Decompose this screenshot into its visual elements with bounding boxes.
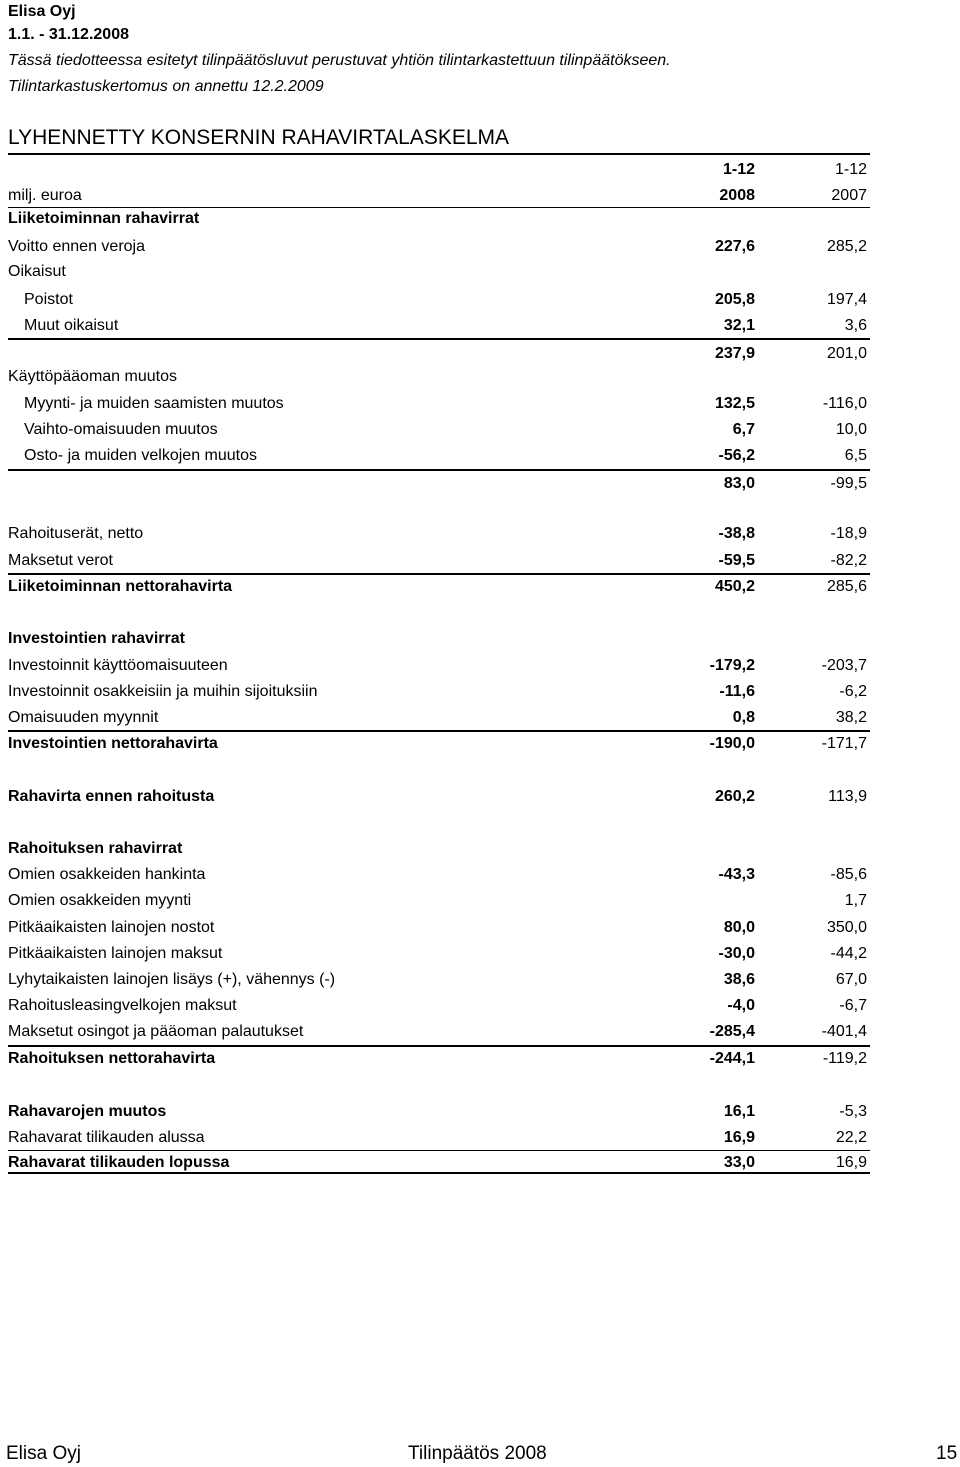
unit-label: milj. euroa <box>8 187 82 204</box>
table-row: Muut oikaisut 32,1 3,6 <box>24 317 867 334</box>
table-row: Omien osakkeiden myynti 1,7 <box>8 892 867 909</box>
table-row: 237,9 201,0 <box>714 345 867 362</box>
audit-note-line2: Tilintarkastuskertomus on annettu 12.2.2009 <box>8 78 324 95</box>
table-row: Rahoituksen rahavirrat <box>8 840 183 857</box>
table-row: Rahavarat tilikauden alussa 16,9 22,2 <box>8 1129 867 1146</box>
bottom-rule <box>8 1172 870 1174</box>
total-rule <box>8 573 870 575</box>
table-row: Rahoitusleasingvelkojen maksut -4,0 -6,7 <box>8 997 867 1014</box>
table-row: Omaisuuden myynnit 0,8 38,2 <box>8 709 867 726</box>
table-row: Oikaisut <box>8 263 66 280</box>
table-row: Poistot 205,8 197,4 <box>24 291 867 308</box>
column-period-header <box>8 159 870 181</box>
col2-year: 2007 <box>831 187 867 204</box>
table-row: Liiketoiminnan rahavirrat <box>8 210 200 227</box>
footer-page-number: 15 <box>936 1443 958 1464</box>
col1-year: 2008 <box>719 187 755 204</box>
table-row: Käyttöpääoman muutos <box>8 368 177 385</box>
table-row: Rahavirta ennen rahoitusta 260,2 113,9 <box>8 788 867 805</box>
col1-period: 1-12 <box>722 161 755 178</box>
total-rule <box>8 730 870 732</box>
footer-company: Elisa Oyj <box>6 1443 81 1464</box>
table-row: Investointien nettorahavirta -190,0 -171,7 <box>8 735 867 752</box>
column-year-header <box>8 185 870 207</box>
company-name: Elisa Oyj <box>8 3 76 20</box>
table-row: Pitkäaikaisten lainojen maksut -30,0 -44,2 <box>8 945 867 962</box>
table-row: Investoinnit käyttöomaisuuteen -179,2 -203,7 <box>8 657 867 674</box>
table-row: Pitkäaikaisten lainojen nostot 80,0 350,0 <box>8 919 867 936</box>
audit-note-line1: Tässä tiedotteessa esitetyt tilinpäätösluvut perustuvat yhtiön tilintarkastettuun tilinpäätökseen. <box>8 52 671 69</box>
table-row: Liiketoiminnan nettorahavirta 450,2 285,6 <box>8 578 867 595</box>
statement-title: LYHENNETTY KONSERNIN RAHAVIRTALASKELMA <box>8 126 510 149</box>
table-row: Myynti- ja muiden saamisten muutos 132,5 -116,0 <box>24 395 867 412</box>
table-row: Osto- ja muiden velkojen muutos -56,2 6,5 <box>24 447 867 464</box>
table-row: 83,0 -99,5 <box>723 475 867 492</box>
table-row: Investointien rahavirrat <box>8 630 185 647</box>
table-row: Rahavarat tilikauden lopussa 33,0 16,9 <box>8 1154 867 1171</box>
table-row: Voitto ennen veroja 227,6 285,2 <box>8 238 867 255</box>
col2-period: 1-12 <box>834 161 867 178</box>
footer-document: Tilinpäätös 2008 <box>408 1443 547 1464</box>
table-row: Omien osakkeiden hankinta -43,3 -85,6 <box>8 866 867 883</box>
total-rule <box>8 1150 870 1151</box>
report-period: 1.1. - 31.12.2008 <box>8 26 129 43</box>
title-rule <box>8 153 870 155</box>
table-row: Lyhytaikaisten lainojen lisäys (+), vähennys (-) 38,6 67,0 <box>8 971 867 988</box>
table-row: Maksetut verot -59,5 -82,2 <box>8 552 867 569</box>
table-row: Rahoituserät, netto -38,8 -18,9 <box>8 525 867 542</box>
table-row: Vaihto-omaisuuden muutos 6,7 10,0 <box>24 421 867 438</box>
table-row: Investoinnit osakkeisiin ja muihin sijoituksiin -11,6 -6,2 <box>8 683 867 700</box>
table-row: Maksetut osingot ja pääoman palautukset -285,4 -401,4 <box>8 1023 867 1040</box>
total-rule <box>8 1045 870 1047</box>
table-row: Rahavarojen muutos 16,1 -5,3 <box>8 1103 867 1120</box>
table-row: Rahoituksen nettorahavirta -244,1 -119,2 <box>8 1050 867 1067</box>
subtotal-rule <box>8 338 870 340</box>
subtotal-rule <box>8 469 870 471</box>
